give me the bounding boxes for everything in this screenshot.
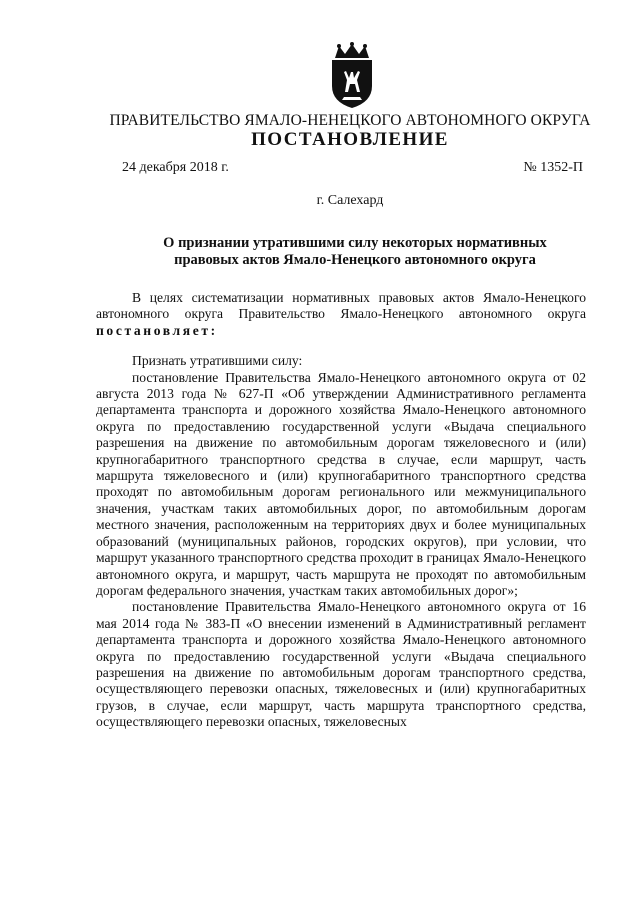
document-number: № 1352-П <box>523 160 583 175</box>
document-date: 24 декабря 2018 г. <box>122 160 229 175</box>
intro-paragraph <box>96 290 586 339</box>
coat-of-arms-icon <box>327 42 377 110</box>
intro-text: В целях систематизации нормативных правовых актов Ямало-Ненецкого автономного округа Правительство Ямало-Ненецкого автономного округа <box>96 290 586 322</box>
recognize-paragraph: Признать утратившими силу: <box>132 353 303 369</box>
repealed-item-1: постановление Правительства Ямало-Ненецкого автономного округа от 02 августа 2013 года № 627-П «Об утверждении Административного регламента департамента транспорта и дорожного хозяйства Ямало-Ненецкого автономного округа по предоставлению государственной услуги «Выдача специального разрешения на движение по автомобильным дорогам тяжеловесного и (или) крупногабаритного транспортного средства в случае, если маршрут, часть маршрута тяжеловесного и (или) крупногабаритного транспортного средства проходят по автомобильным дорогам регионального или межмуниципального значения, участкам таких автомобильных дорог, по автомобильным дорогам местного значения, расположенным на территориях двух и более муниципальных образований (муниципальных районов, городских округов), при условии, что маршрут указанного транспортного средства проходит в границах Ямало-Ненецкого автономного округа, и маршрут, часть маршрута не проходят по автомобильным дорогам федерального значения, участкам таких автомобильных дорог»; <box>96 369 586 598</box>
document-type: ПОСТАНОВЛЕНИЕ <box>251 129 449 150</box>
title-line-1: О признании утратившими силу некоторых нормативных <box>163 235 547 251</box>
document-body <box>96 290 586 731</box>
government-name: ПРАВИТЕЛЬСТВО ЯМАЛО-НЕНЕЦКОГО АВТОНОМНОГО ОКРУГА <box>109 112 591 129</box>
repealed-item-2: постановление Правительства Ямало-Ненецкого автономного округа от 16 мая 2014 года № 383-П «О внесении изменений в Административный регламент департамента транспорта и дорожного хозяйства Ямало-Ненецкого автономного округа по предоставлению государственной услуги «Выдача специального разрешения на движение по автомобильным дорогам транспортного средства, осуществляющего перевозки опасных, тяжеловесных и (или) крупногабаритных грузов, в случае, если маршрут, часть маршрута транспортного средства, осуществляющего перевозки опасных, тяжеловесных <box>96 599 586 730</box>
title-line-2: правовых актов Ямало-Ненецкого автономного округа <box>174 252 536 268</box>
document-title <box>110 235 600 269</box>
decrees-word: постановляет: <box>96 322 218 338</box>
document-city: г. Салехард <box>316 193 384 208</box>
